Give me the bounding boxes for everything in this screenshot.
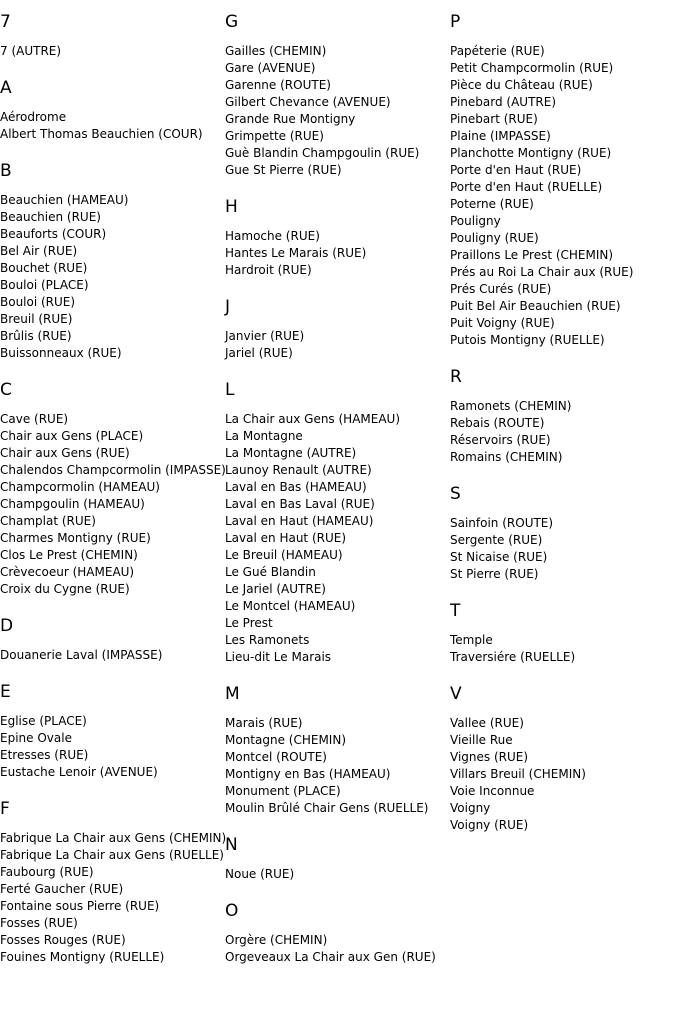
street-entry: Crèvecoeur (HAMEAU) bbox=[0, 565, 135, 579]
street-list bbox=[0, 411, 226, 598]
street-entry: Hantes Le Marais (RUE) bbox=[225, 246, 367, 260]
letter-section-a bbox=[0, 78, 222, 141]
street-entry: Laval en Haut (RUE) bbox=[225, 531, 347, 545]
street-entry: Les Ramonets bbox=[225, 633, 310, 647]
street-entry: Voie Inconnue bbox=[450, 784, 535, 798]
street-entry: Monument (PLACE) bbox=[225, 784, 341, 798]
street-entry: Orgeveaux La Chair aux Gen (RUE) bbox=[225, 950, 436, 964]
street-entry: Vallee (RUE) bbox=[450, 716, 524, 730]
letter-section-g bbox=[225, 12, 447, 177]
street-entry: Plaine (IMPASSE) bbox=[450, 129, 551, 143]
street-entry: 7 (AUTRE) bbox=[0, 44, 62, 58]
letter-section-h bbox=[225, 197, 447, 277]
letter-heading: M bbox=[225, 684, 240, 704]
street-entry: Pinebard (AUTRE) bbox=[450, 95, 557, 109]
street-entry: Gare (AVENUE) bbox=[225, 61, 316, 75]
street-entry: Puit Bel Air Beauchien (RUE) bbox=[450, 299, 621, 313]
street-entry: Papéterie (RUE) bbox=[450, 44, 545, 58]
letter-heading: D bbox=[0, 616, 14, 636]
letter-heading: F bbox=[0, 799, 10, 819]
street-entry: Poterne (RUE) bbox=[450, 197, 534, 211]
street-entry: Champlat (RUE) bbox=[0, 514, 96, 528]
street-entry: Sergente (RUE) bbox=[450, 533, 543, 547]
street-entry: Grimpette (RUE) bbox=[225, 129, 324, 143]
street-entry: Janvier (RUE) bbox=[225, 329, 305, 343]
street-entry: Moulin Brûlé Chair Gens (RUELLE) bbox=[225, 801, 429, 815]
letter-heading: G bbox=[225, 12, 239, 32]
street-entry: Laval en Bas Laval (RUE) bbox=[225, 497, 375, 511]
street-entry: Porte d'en Haut (RUELLE) bbox=[450, 180, 603, 194]
street-entry: Beauchien (HAMEAU) bbox=[0, 193, 129, 207]
street-entry: Voigny bbox=[450, 801, 491, 815]
letter-heading: E bbox=[0, 682, 11, 702]
street-entry: Eustache Lenoir (AVENUE) bbox=[0, 765, 158, 779]
street-entry: Pouligny bbox=[450, 214, 501, 228]
street-entry: Fosses (RUE) bbox=[0, 916, 78, 930]
street-entry: Vignes (RUE) bbox=[450, 750, 529, 764]
letter-section-v bbox=[450, 684, 672, 832]
street-list bbox=[0, 713, 158, 781]
letter-section-t bbox=[450, 601, 672, 664]
street-list bbox=[225, 411, 400, 666]
street-entry: Ramonets (CHEMIN) bbox=[450, 399, 572, 413]
street-entry: Brûlis (RUE) bbox=[0, 329, 72, 343]
street-entry: Fouines Montigny (RUELLE) bbox=[0, 950, 165, 964]
letter-heading: N bbox=[225, 835, 238, 855]
street-entry: Romains (CHEMIN) bbox=[450, 450, 563, 464]
street-entry: Prés au Roi La Chair aux (RUE) bbox=[450, 265, 634, 279]
street-entry: Ferté Gaucher (RUE) bbox=[0, 882, 124, 896]
street-entry: Champcormolin (HAMEAU) bbox=[0, 480, 160, 494]
street-list bbox=[225, 866, 294, 883]
street-entry: La Montagne (AUTRE) bbox=[225, 446, 357, 460]
street-entry: Le Montcel (HAMEAU) bbox=[225, 599, 356, 613]
street-entry: Puit Voigny (RUE) bbox=[450, 316, 555, 330]
street-list bbox=[225, 43, 419, 179]
street-list bbox=[450, 515, 553, 583]
street-list bbox=[225, 932, 436, 966]
street-entry: Putois Montigny (RUELLE) bbox=[450, 333, 605, 347]
street-entry: Porte d'en Haut (RUE) bbox=[450, 163, 582, 177]
letter-section-f bbox=[0, 799, 227, 964]
letter-section-e bbox=[0, 682, 222, 779]
street-entry: Fosses Rouges (RUE) bbox=[0, 933, 126, 947]
street-entry: Gailles (CHEMIN) bbox=[225, 44, 327, 58]
street-entry: Gue St Pierre (RUE) bbox=[225, 163, 342, 177]
letter-section-c bbox=[0, 380, 226, 596]
letter-section-m bbox=[225, 684, 447, 815]
street-entry: Temple bbox=[450, 633, 493, 647]
street-entry: Montigny en Bas (HAMEAU) bbox=[225, 767, 391, 781]
street-entry: Eglise (PLACE) bbox=[0, 714, 87, 728]
letter-heading: T bbox=[450, 601, 461, 621]
street-entry: Marais (RUE) bbox=[225, 716, 303, 730]
letter-section-d bbox=[0, 616, 222, 662]
letter-heading: P bbox=[450, 12, 461, 32]
street-entry: Laval en Bas (HAMEAU) bbox=[225, 480, 367, 494]
street-entry: Rebais (ROUTE) bbox=[450, 416, 545, 430]
street-entry: Bouloi (PLACE) bbox=[0, 278, 89, 292]
street-entry: Bel Air (RUE) bbox=[0, 244, 78, 258]
street-entry: Pinebart (RUE) bbox=[450, 112, 538, 126]
street-entry: Noue (RUE) bbox=[225, 867, 295, 881]
letter-heading: C bbox=[0, 380, 12, 400]
street-entry: Gilbert Chevance (AVENUE) bbox=[225, 95, 391, 109]
street-entry: La Montagne bbox=[225, 429, 303, 443]
letter-heading: S bbox=[450, 484, 461, 504]
street-list bbox=[0, 830, 226, 966]
street-entry: Chalendos Champcormolin (IMPASSE) bbox=[0, 463, 226, 477]
letter-section-b bbox=[0, 161, 222, 360]
street-entry: Villars Breuil (CHEMIN) bbox=[450, 767, 586, 781]
street-entry: Montcel (ROUTE) bbox=[225, 750, 327, 764]
street-entry: Bouchet (RUE) bbox=[0, 261, 88, 275]
street-entry: Le Jariel (AUTRE) bbox=[225, 582, 326, 596]
street-entry: Praillons Le Prest (CHEMIN) bbox=[450, 248, 614, 262]
street-entry: Croix du Cygne (RUE) bbox=[0, 582, 130, 596]
street-entry: Cave (RUE) bbox=[0, 412, 69, 426]
street-list bbox=[0, 647, 162, 664]
street-entry: Lieu-dit Le Marais bbox=[225, 650, 332, 664]
street-entry: Vieille Rue bbox=[450, 733, 513, 747]
street-entry: Buissonneaux (RUE) bbox=[0, 346, 122, 360]
letter-section-j bbox=[225, 297, 447, 360]
street-entry: Le Prest bbox=[225, 616, 273, 630]
street-entry: Planchotte Montigny (RUE) bbox=[450, 146, 612, 160]
letter-section-7 bbox=[0, 12, 222, 58]
letter-heading: 7 bbox=[0, 12, 11, 32]
street-entry: Pièce du Château (RUE) bbox=[450, 78, 593, 92]
street-entry: Le Gué Blandin bbox=[225, 565, 316, 579]
street-entry: Petit Champcormolin (RUE) bbox=[450, 61, 614, 75]
letter-heading: O bbox=[225, 901, 239, 921]
street-entry: Fabrique La Chair aux Gens (CHEMIN) bbox=[0, 831, 227, 845]
street-entry: Hamoche (RUE) bbox=[225, 229, 320, 243]
street-entry: Traversiére (RUELLE) bbox=[450, 650, 576, 664]
street-entry: Réservoirs (RUE) bbox=[450, 433, 551, 447]
street-entry: Le Breuil (HAMEAU) bbox=[225, 548, 343, 562]
street-list bbox=[450, 715, 586, 834]
street-entry: Aérodrome bbox=[0, 110, 67, 124]
street-entry: Chair aux Gens (RUE) bbox=[0, 446, 130, 460]
street-entry: Fabrique La Chair aux Gens (RUELLE) bbox=[0, 848, 224, 862]
street-entry: Albert Thomas Beauchien (COUR) bbox=[0, 127, 203, 141]
street-entry: Etresses (RUE) bbox=[0, 748, 89, 762]
letter-heading: L bbox=[225, 380, 235, 400]
street-entry: Hardroit (RUE) bbox=[225, 263, 312, 277]
street-entry: Launoy Renault (AUTRE) bbox=[225, 463, 372, 477]
letter-heading: B bbox=[0, 161, 12, 181]
letter-heading: R bbox=[450, 367, 462, 387]
letter-heading: V bbox=[450, 684, 462, 704]
street-list bbox=[450, 398, 571, 466]
street-entry: La Chair aux Gens (HAMEAU) bbox=[225, 412, 401, 426]
street-list bbox=[450, 43, 633, 349]
street-entry: Douanerie Laval (IMPASSE) bbox=[0, 648, 163, 662]
street-entry: Faubourg (RUE) bbox=[0, 865, 94, 879]
letter-section-n bbox=[225, 835, 447, 881]
street-entry: Sainfoin (ROUTE) bbox=[450, 516, 554, 530]
street-entry: Epine Ovale bbox=[0, 731, 72, 745]
street-list bbox=[0, 43, 61, 60]
street-entry: Bouloi (RUE) bbox=[0, 295, 76, 309]
street-list bbox=[225, 715, 428, 817]
letter-section-r bbox=[450, 367, 672, 464]
street-entry: Clos Le Prest (CHEMIN) bbox=[0, 548, 138, 562]
street-entry: Jariel (RUE) bbox=[225, 346, 293, 360]
street-entry: Charmes Montigny (RUE) bbox=[0, 531, 151, 545]
street-entry: Champgoulin (HAMEAU) bbox=[0, 497, 145, 511]
street-entry: Beauchien (RUE) bbox=[0, 210, 101, 224]
letter-heading: H bbox=[225, 197, 238, 217]
street-list bbox=[0, 109, 203, 143]
street-entry: Grande Rue Montigny bbox=[225, 112, 356, 126]
street-entry: Guè Blandin Champgoulin (RUE) bbox=[225, 146, 420, 160]
letter-heading: A bbox=[0, 78, 12, 98]
street-entry: Breuil (RUE) bbox=[0, 312, 73, 326]
street-entry: Chair aux Gens (PLACE) bbox=[0, 429, 144, 443]
street-entry: Voigny (RUE) bbox=[450, 818, 529, 832]
street-entry: Laval en Haut (HAMEAU) bbox=[225, 514, 374, 528]
letter-section-o bbox=[225, 901, 447, 964]
street-entry: Montagne (CHEMIN) bbox=[225, 733, 346, 747]
letter-section-s bbox=[450, 484, 672, 581]
street-entry: Prés Curés (RUE) bbox=[450, 282, 552, 296]
street-entry: St Nicaise (RUE) bbox=[450, 550, 548, 564]
letter-heading: J bbox=[225, 297, 231, 317]
street-entry: St Pierre (RUE) bbox=[450, 567, 539, 581]
letter-section-l bbox=[225, 380, 447, 664]
street-entry: Garenne (ROUTE) bbox=[225, 78, 331, 92]
street-list bbox=[450, 632, 575, 666]
letter-section-p bbox=[450, 12, 672, 347]
street-entry: Fontaine sous Pierre (RUE) bbox=[0, 899, 160, 913]
street-entry: Beauforts (COUR) bbox=[0, 227, 107, 241]
street-entry: Pouligny (RUE) bbox=[450, 231, 539, 245]
street-list bbox=[0, 192, 128, 362]
street-entry: Orgère (CHEMIN) bbox=[225, 933, 328, 947]
street-list bbox=[225, 328, 304, 362]
street-list bbox=[225, 228, 366, 279]
